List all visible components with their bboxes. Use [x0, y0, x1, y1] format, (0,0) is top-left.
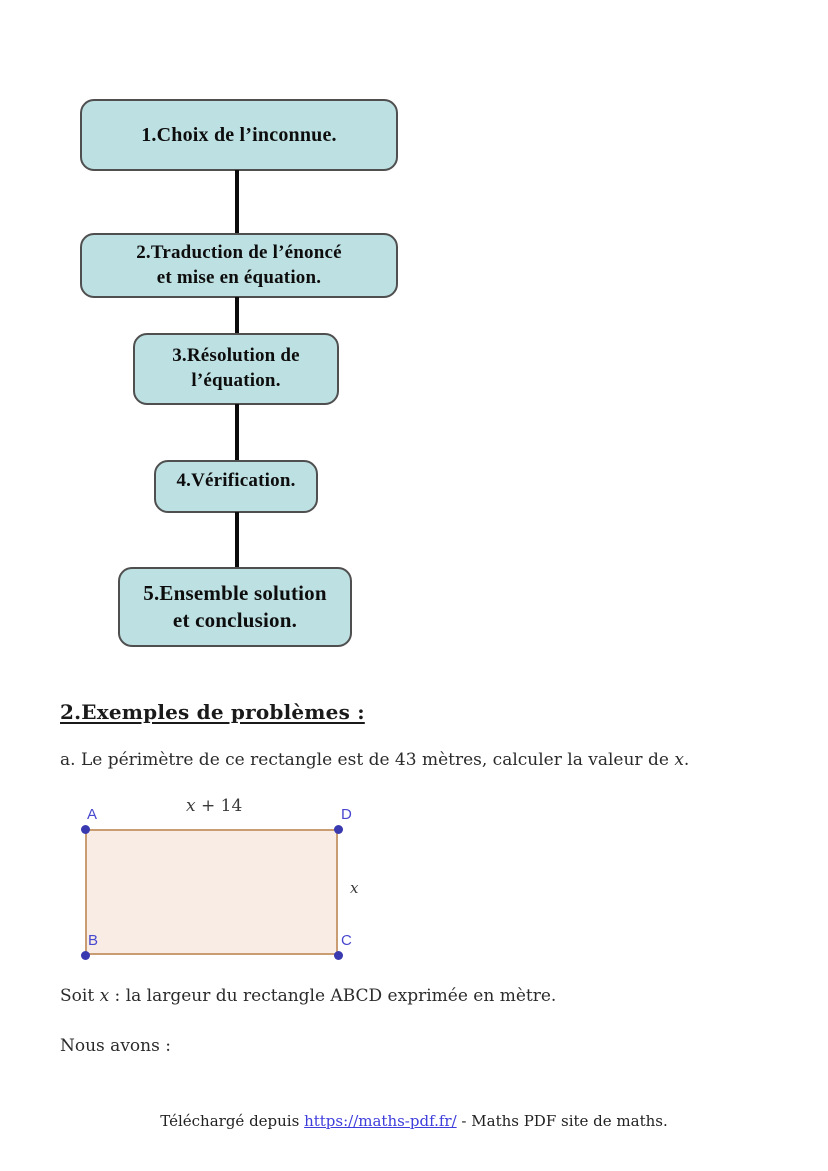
flowchart-step-2-label-line2: et mise en équation. — [156, 266, 322, 288]
vertex-label-a: A — [87, 806, 98, 823]
length-label-constant: + 14 — [195, 796, 243, 816]
footer-suffix: - Maths PDF site de maths. — [456, 1112, 668, 1130]
footer-link[interactable]: https://maths-pdf.fr/ — [304, 1112, 457, 1130]
flowchart-step-3-label-line2: l’équation. — [191, 370, 281, 391]
vertex-point-b — [81, 951, 90, 960]
vertex-label-b: B — [88, 932, 99, 949]
problem-statement — [60, 750, 689, 770]
section-heading: 2.Exemples de problèmes : — [60, 700, 365, 724]
width-label-side: x — [350, 879, 359, 897]
flowchart-step-2-label-line1: 2.Traduction de l’énoncé — [136, 241, 342, 263]
flowchart-connector-3 — [235, 404, 239, 461]
soit-prefix: Soit — [60, 986, 100, 1006]
footer-prefix: Téléchargé depuis — [160, 1112, 305, 1130]
flowchart-step-5-label-line1: 5.Ensemble solution — [143, 580, 327, 605]
flowchart-connector-2 — [235, 297, 239, 334]
flowchart-step-3 — [133, 333, 339, 405]
vertex-label-c: C — [341, 932, 352, 949]
vertex-label-d: D — [341, 806, 352, 823]
rectangle-abcd — [85, 829, 338, 955]
soit-suffix: : la largeur du rectangle ABCD exprimée en mètre. — [109, 986, 557, 1006]
problem-statement-text: a. Le périmètre de ce rectangle est de 43 mètres, calculer la valeur de — [60, 750, 675, 770]
flowchart-connector-1 — [235, 170, 239, 234]
flowchart-step-4 — [154, 460, 318, 513]
flowchart-step-4-label: 4.Vérification. — [176, 470, 296, 491]
flowchart-step-3-label-line1: 3.Résolution de — [172, 345, 300, 367]
flowchart-step-5-label-line2: et conclusion. — [172, 608, 298, 632]
flowchart-step-1 — [80, 99, 398, 171]
nous-avons-line: Nous avons : — [60, 1036, 171, 1056]
vertex-point-c — [334, 951, 343, 960]
length-label-variable: x — [186, 796, 196, 816]
soit-variable: x — [99, 986, 110, 1006]
problem-variable: x — [674, 750, 684, 770]
flowchart-step-5 — [118, 567, 352, 647]
vertex-point-a — [81, 825, 90, 834]
flowchart-connector-4 — [235, 512, 239, 568]
problem-statement-period: . — [683, 750, 690, 770]
vertex-point-d — [334, 825, 343, 834]
soit-definition-line — [60, 986, 556, 1006]
flowchart-step-2 — [80, 233, 398, 298]
footer — [0, 1112, 828, 1130]
length-label-top — [186, 796, 242, 816]
flowchart-step-1-label: 1.Choix de l’inconnue. — [141, 124, 337, 146]
